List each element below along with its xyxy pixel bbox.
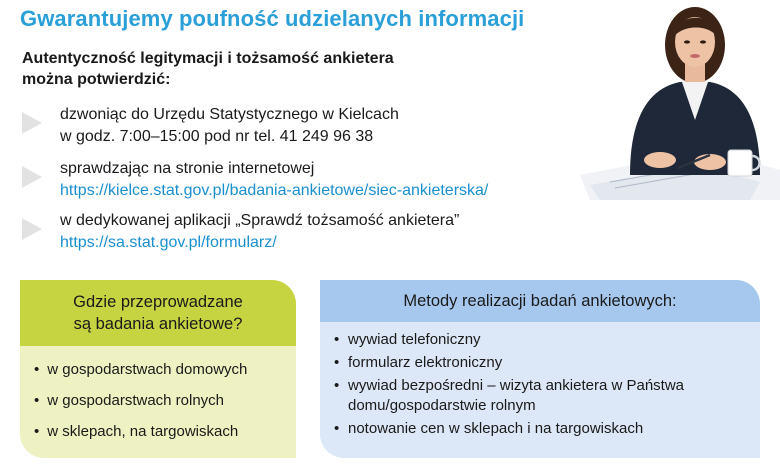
- list-item: • w sklepach, na targowiskach: [34, 422, 296, 442]
- arrow-icon: [22, 218, 42, 240]
- verify-by-app: [22, 210, 562, 254]
- list-item: • wywiad bezpośredni – wizyta ankietera w Państwa domu/gospodarstwie rolnym: [334, 376, 760, 416]
- list-item: • wywiad telefoniczny: [334, 330, 760, 350]
- list-item: • w gospodarstwach rolnych: [34, 391, 296, 411]
- verify-by-phone: [22, 104, 562, 148]
- page-title: Gwarantujemy poufność udzielanych informacji: [20, 6, 525, 31]
- arrow-icon: [22, 112, 42, 134]
- survey-methods-box: [320, 280, 760, 458]
- survey-methods-list: [320, 322, 760, 439]
- survey-methods-header: Metody realizacji badań ankietowych:: [320, 280, 760, 322]
- intro-text: [22, 48, 482, 90]
- intro-line-2: można potwierdzić:: [22, 71, 171, 88]
- list-item: • w gospodarstwach domowych: [34, 360, 296, 380]
- survey-locations-header: [20, 280, 296, 346]
- list-item: • formularz elektroniczny: [334, 353, 760, 373]
- bullet-app-line-1: w dedykowanej aplikacji „Sprawdź tożsamość ankietera”: [60, 212, 460, 229]
- bullet-website-line-1: sprawdzając na stronie internetowej: [60, 160, 315, 177]
- list-item: • notowanie cen w sklepach i na targowiskach: [334, 419, 760, 439]
- woman-photo: [560, 0, 780, 200]
- app-link[interactable]: https://sa.stat.gov.pl/formularz/: [60, 234, 277, 251]
- survey-locations-title-line-2: są badania ankietowe?: [73, 315, 243, 333]
- bullet-phone-line-2: w godz. 7:00–15:00 pod nr tel. 41 249 96 38: [60, 128, 374, 145]
- bullet-phone-line-1: dzwoniąc do Urzędu Statystycznego w Kielcach: [60, 106, 399, 123]
- intro-line-1: Autentyczność legitymacji i tożsamość ankietera: [22, 50, 394, 67]
- survey-locations-box: [20, 280, 296, 458]
- survey-locations-title-line-1: Gdzie przeprowadzane: [73, 293, 243, 311]
- website-link[interactable]: https://kielce.stat.gov.pl/badania-ankietowe/siec-ankieterska/: [60, 182, 489, 199]
- arrow-icon: [22, 166, 42, 188]
- survey-locations-list: [20, 346, 296, 442]
- verify-by-website: [22, 158, 562, 202]
